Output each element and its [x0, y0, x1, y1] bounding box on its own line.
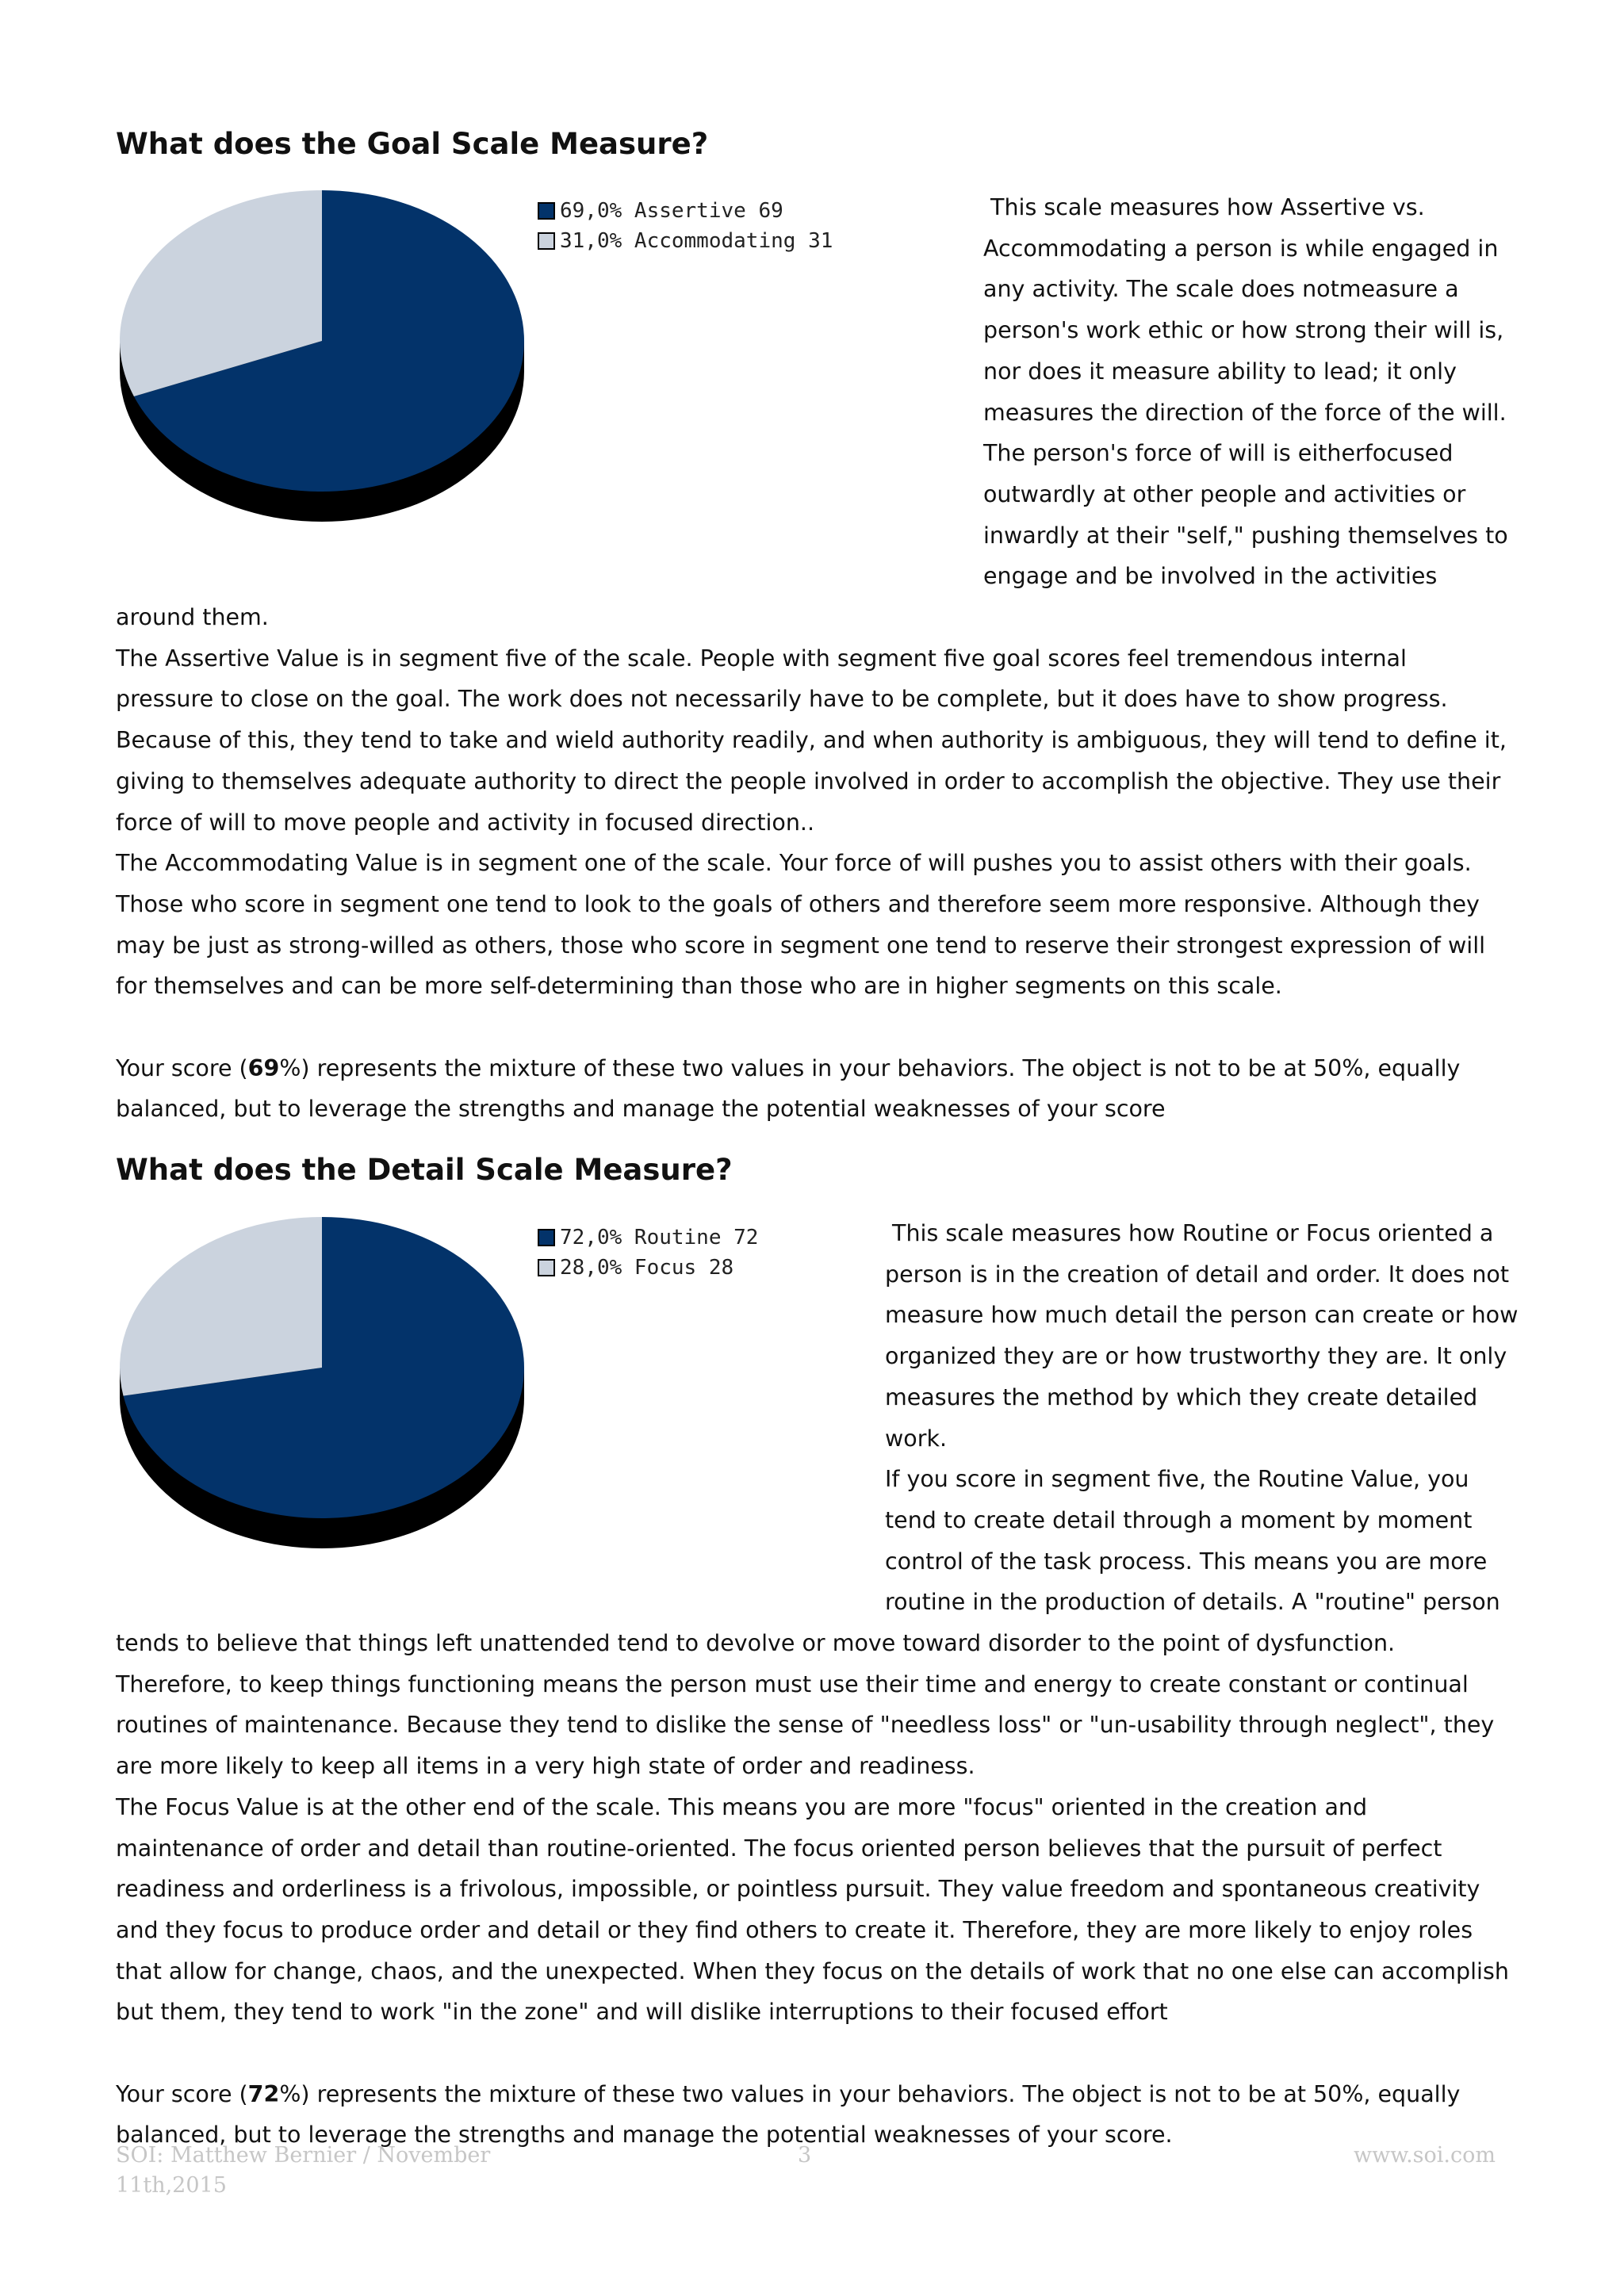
goal-intro-line: nor does it measure ability to lead; it only — [983, 358, 1457, 385]
goal-score-value: 69 — [247, 1054, 280, 1081]
goal-pie-chart — [116, 190, 528, 523]
detail-intro-line: measure how much detail the person can create or how — [885, 1302, 1519, 1329]
detail-intro-line: measures the method by which they create detailed — [885, 1383, 1478, 1410]
detail-intro-line: This scale measures how Routine or Focus oriented a — [885, 1220, 1494, 1246]
goal-legend-label: 69,0% Assertive 69 — [560, 199, 783, 223]
goal-intro-line: The person's force of will is eitherfocused — [983, 440, 1454, 467]
goal-legend-entry — [538, 196, 833, 226]
goal-legend-swatch — [538, 232, 555, 250]
goal-intro-line: measures the direction of the force of the will. — [983, 399, 1507, 426]
accommodating-paragraph: The Accommodating Value is in segment one of the scale. Your force of will pushes you to assist others with their goals. Those who score in segment one tend to look to the goals of others and therefore seem more responsive. Although they may be just as strong-willed as others, those who score in segment one tend to reserve their strongest expression of will for themselves and can be more self-determining than those who are in higher segments on this scale. — [116, 850, 1486, 1000]
detail-chart-legend — [538, 1223, 758, 1283]
goal-intro-line: outwardly at other people and activities or — [983, 480, 1466, 507]
footer-page-number: 3 — [798, 2143, 812, 2168]
footer-author-date: SOI: Matthew Bernier / November 11th,2015 — [116, 2143, 491, 2198]
detail-intro-line: person is in the creation of detail and order. It does not — [885, 1261, 1510, 1288]
detail-legend-entry — [538, 1223, 758, 1253]
goal-intro-line: This scale measures how Assertive vs. — [983, 194, 1425, 220]
goal-legend-swatch — [538, 202, 555, 220]
goal-intro-line: engage and be involved in the activities — [983, 563, 1438, 590]
detail-pie-chart — [116, 1217, 528, 1550]
detail-legend-label: 28,0% Focus 28 — [560, 1256, 734, 1280]
detail-body — [116, 1623, 1511, 2156]
footer-website: www.soi.com — [1353, 2143, 1496, 2168]
detail-legend-entry — [538, 1253, 758, 1283]
detail-pie-slice — [120, 1217, 322, 1396]
detail-legend-swatch — [538, 1259, 555, 1276]
detail-legend-label: 72,0% Routine 72 — [560, 1226, 759, 1249]
goal-intro-line: person's work ethic or how strong their will is, — [983, 317, 1504, 344]
goal-body — [116, 597, 1511, 1130]
detail-score-value: 72 — [247, 2080, 280, 2107]
detail-intro-text — [885, 1213, 1543, 1623]
focus-paragraph: The Focus Value is at the other end of the scale. This means you are more "focus" oriented in the creation and maintenance of order and detail than routine-oriented. The focus oriented person believes that the pursuit of perfect readiness and orderliness is a frivolous, impossible, or pointless pursuit. They value freedom and spontaneous creativity and they focus to produce order and detail or they find others to create it. Therefore, they are more likely to enjoy roles that allow for change, chaos, and the unexpected. When they focus on the details of work that no one else can accomplish but them, they tend to work "in the zone" and will dislike interruptions to their focused effort — [116, 1793, 1509, 2026]
goal-legend-entry — [538, 226, 833, 256]
detail-intro-line: control of the task process. This means you are more — [885, 1548, 1488, 1575]
goal-section-heading: What does the Goal Scale Measure? — [116, 127, 709, 161]
detail-intro-tail: tends to believe that things left unattended tend to devolve or move toward disorder to the point of dysfunction. Therefore, to keep things functioning means the person must use their time and energy to create constant or continual routines of maintenance. Because they tend to dislike the sense of "needless loss" or "un-usability through neglect", they are more likely to keep all items in a very high state of order and readiness. — [116, 1630, 1495, 1780]
detail-intro-line: work. — [885, 1425, 948, 1452]
goal-intro-line: any activity. The scale does notmeasure a — [983, 276, 1459, 303]
detail-legend-swatch — [538, 1229, 555, 1246]
goal-intro-text — [983, 187, 1538, 597]
goal-score-paragraph: Your score (69%) represents the mixture of these two values in your behaviors. The object is not to be at 50%, equally balanced, but to leverage the strengths and manage the potential weaknesses of your score — [116, 1054, 1461, 1123]
assertive-paragraph: The Assertive Value is in segment five of the scale. People with segment five goal scores feel tremendous internal pressure to close on the goal. The work does not necessarily have to be complete, but it does have to show progress. Because of this, they tend to take and wield authority readily, and when authority is ambiguous, they will tend to define it, giving to themselves adequate authority to direct the people involved in order to accomplish the objective. They use their force of will to move people and activity in focused direction.. — [116, 645, 1507, 836]
detail-score-paragraph: Your score (72%) represents the mixture of these two values in your behaviors. The object is not to be at 50%, equally balanced, but to leverage the strengths and manage the potential weaknesses of your score. — [116, 2080, 1461, 2149]
detail-intro-line: organized they are or how trustworthy they are. It only — [885, 1343, 1507, 1370]
goal-legend-label: 31,0% Accommodating 31 — [560, 229, 833, 253]
detail-intro-line: routine in the production of details. A "routine" person — [885, 1589, 1500, 1616]
detail-section-heading: What does the Detail Scale Measure? — [116, 1153, 733, 1187]
spacer — [116, 1007, 1511, 1048]
spacer — [116, 2033, 1511, 2074]
goal-intro-line: Accommodating a person is while engaged in — [983, 235, 1499, 262]
detail-intro-line: If you score in segment five, the Routine Value, you — [885, 1466, 1469, 1493]
detail-intro-line: tend to create detail through a moment by moment — [885, 1506, 1473, 1533]
goal-intro-tail: around them. — [116, 604, 269, 630]
goal-chart-legend — [538, 196, 833, 256]
goal-intro-line: inwardly at their "self," pushing themselves to — [983, 522, 1508, 549]
